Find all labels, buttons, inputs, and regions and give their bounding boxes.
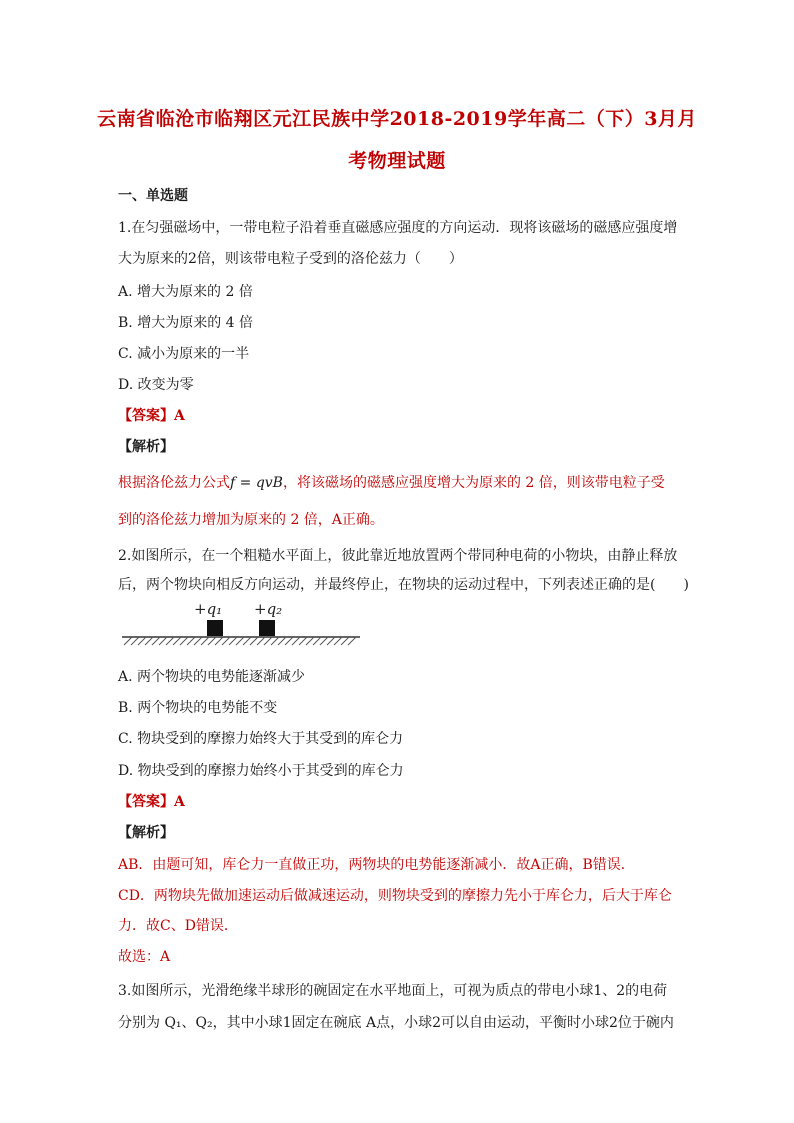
document-title-line-2: 考物理试题 [348, 150, 446, 172]
q2-charge-label-1: +q₁ [194, 600, 223, 618]
section-heading: 一、单选题 [118, 188, 188, 204]
q2-option-c: C. 物块受到的摩擦力始终大于其受到的库仑力 [118, 731, 404, 747]
q1-analysis-line-2: 到的洛伦兹力增加为原来的 2 倍，A正确。 [118, 512, 384, 528]
q2-analysis-line-4: 故选：A [118, 949, 171, 965]
q1-option-b: B. 增大为原来的 4 倍 [118, 315, 253, 331]
q3-stem-line-2: 分别为 Q₁、Q₂，其中小球1固定在碗底 A点，小球2可以自由运动，平衡时小球2位于碗内 [118, 1015, 674, 1031]
q2-analysis-line-1: AB．由题可知，库仑力一直做正功，两物块的电势能逐渐减小．故A正确，B错误． [118, 857, 635, 873]
q2-two-charges-figure [118, 597, 363, 653]
q1-analysis-post: ，将该磁场的磁感应强度增大为原来的 2 倍，则该带电粒子受 [282, 475, 665, 491]
q2-ground-hatching [124, 637, 356, 645]
q1-analysis-pre: 根据洛伦兹力公式 [118, 475, 230, 491]
q2-block-1 [207, 620, 223, 636]
q3-stem-line-1: 3.如图所示，光滑绝缘半球形的碗固定在水平地面上，可视为质点的带电小球1、2的电荷 [118, 983, 668, 999]
q2-stem-line-2: 后，两个物块向相反方向运动，并最终停止，在物块的运动过程中，下列表述正确的是( ) [118, 577, 689, 593]
q2-analysis-label: 【解析】 [118, 825, 174, 841]
q1-option-d: D. 改变为零 [118, 377, 194, 393]
q1-option-a: A. 增大为原来的 2 倍 [118, 284, 253, 300]
q1-stem-line-2: 大为原来的2倍，则该带电粒子受到的洛伦兹力（ ） [118, 251, 463, 267]
q2-analysis-line-3: 力．故C、D错误． [118, 918, 238, 934]
q2-analysis-line-2: CD．两物块先做加速运动后做减速运动，则物块受到的摩擦力先小于库仑力，后大于库仑 [118, 888, 672, 904]
q1-option-c: C. 减小为原来的一半 [118, 346, 250, 362]
document-title-line-1: 云南省临沧市临翔区元江民族中学2018-2019学年高二（下）3月月 [97, 108, 697, 130]
q2-option-b: B. 两个物块的电势能不变 [118, 700, 278, 716]
q1-analysis-label: 【解析】 [118, 439, 174, 455]
q2-stem-line-1: 2.如图所示，在一个粗糙水平面上，彼此靠近地放置两个带同种电荷的小物块，由静止释放 [118, 548, 678, 564]
q1-lorentz-formula: f = qvB [230, 475, 283, 491]
q1-analysis-line-1 [118, 472, 665, 492]
q2-block-2 [259, 620, 275, 636]
q1-stem-line-1: 1.在匀强磁场中，一带电粒子沿着垂直磁感应强度的方向运动．现将该磁场的磁感应强度增 [118, 220, 678, 236]
q2-charge-label-2: +q₂ [254, 600, 283, 618]
q2-answer-label: 【答案】A [118, 794, 185, 810]
q1-answer-label: 【答案】A [118, 408, 185, 424]
q2-option-d: D. 物块受到的摩擦力始终小于其受到的库仑力 [118, 763, 404, 779]
q2-option-a: A. 两个物块的电势能逐渐减少 [118, 669, 306, 685]
